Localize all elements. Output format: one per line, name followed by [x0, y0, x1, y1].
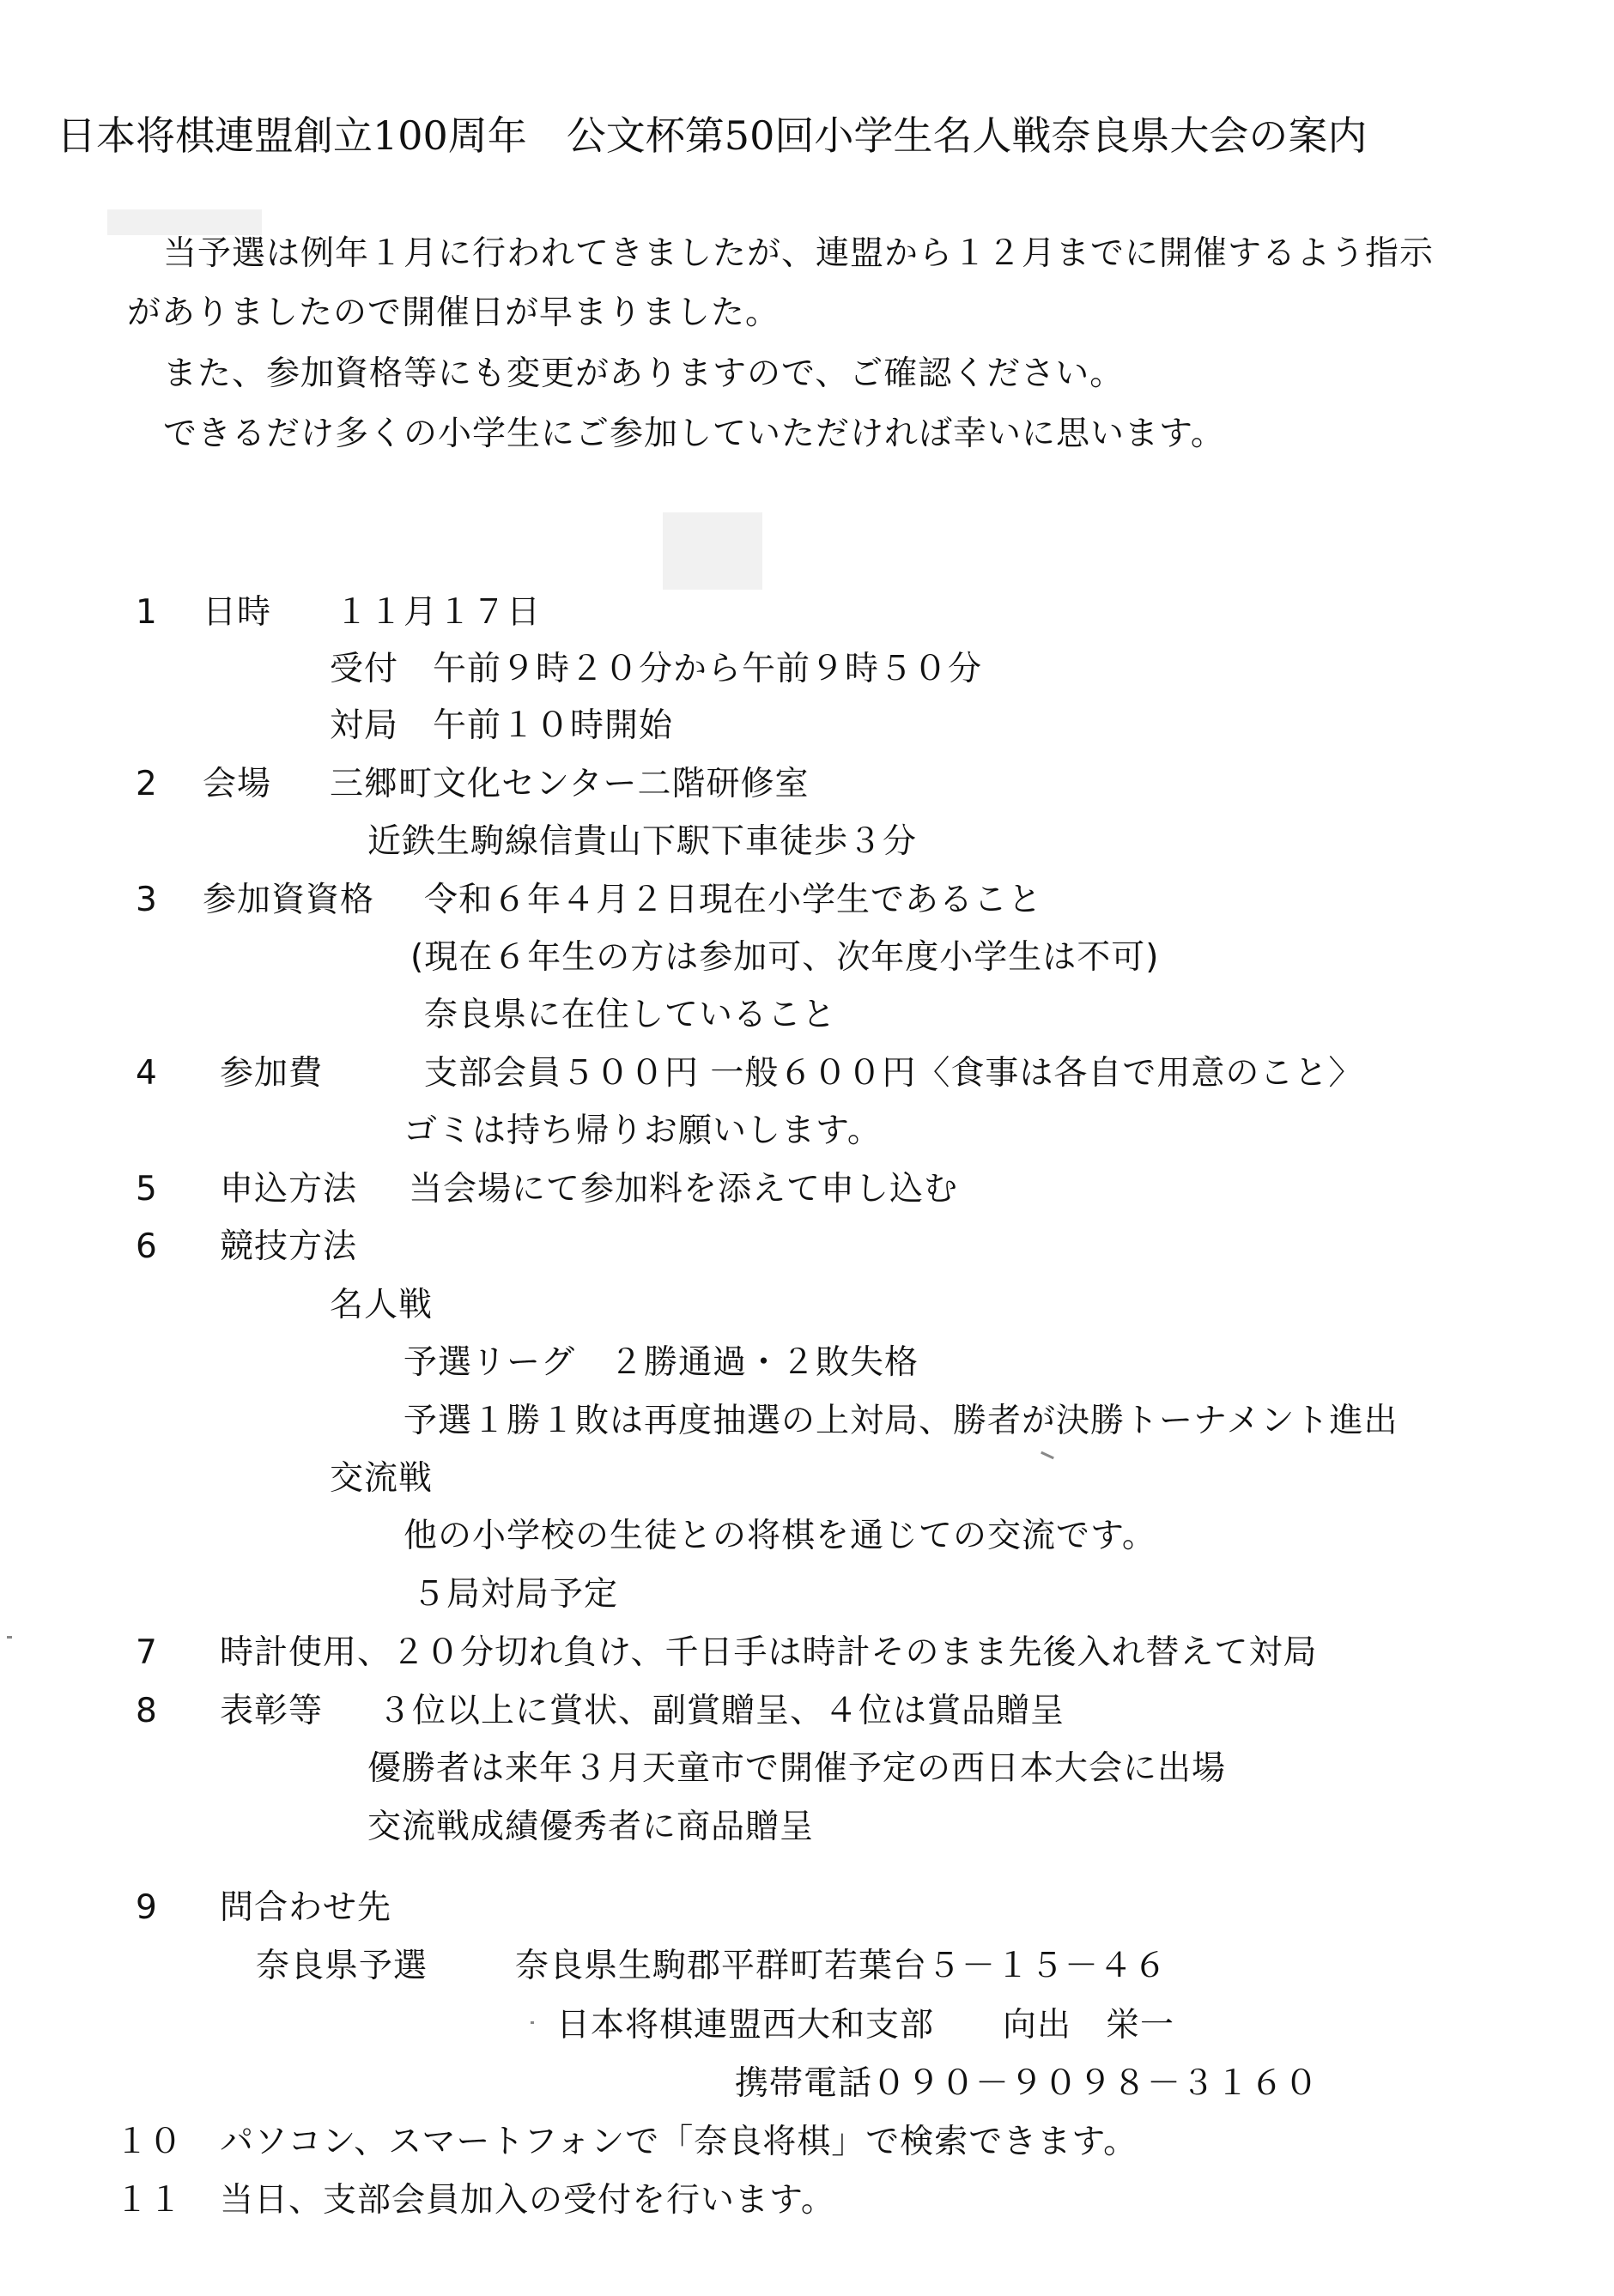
scan-speck: [1041, 1451, 1054, 1459]
item-label-eligibility: 参加資資格: [203, 881, 375, 919]
item-value-search: パソコン、スマートフォンで「奈良将棋」で検索できます。: [220, 2123, 1138, 2161]
item-line-rounds: ５局対局予定: [412, 1575, 619, 1614]
item-number: 9: [136, 1888, 157, 1927]
contact-organization: 日本将棋連盟西大和支部 向出 栄一: [556, 2006, 1175, 2045]
item-line-exchange-award: 交流戦成績優秀者に商品贈呈: [367, 1808, 815, 1846]
item-number: 6: [136, 1227, 157, 1266]
scan-speck: [7, 1636, 12, 1639]
item-number: 1: [136, 593, 157, 632]
item-value-application: 当会場にて参加料を添えて申し込む: [409, 1170, 959, 1209]
item-value-awards: ３位以上に賞状、副賞贈呈、４位は賞品贈呈: [378, 1692, 1065, 1730]
item-number: 8: [136, 1692, 157, 1730]
item-line-start: 対局 午前１０時開始: [330, 706, 674, 745]
item-label-application: 申込方法: [220, 1170, 358, 1209]
item-number: 4: [136, 1054, 157, 1093]
item-value-fee: 支部会員５００円 一般６００円〈食事は各自で用意のこと〉: [424, 1054, 1363, 1093]
page-title: 日本将棋連盟創立100周年 公文杯第50回小学生名人戦奈良県大会の案内: [57, 112, 1368, 159]
item-line-winner: 優勝者は来年３月天童市で開催予定の西日本大会に出場: [367, 1749, 1227, 1788]
intro-line: がありましたので開催日が早まりました。: [127, 294, 780, 332]
scan-artifact-box: [663, 512, 762, 590]
contact-sub-label: 奈良県予選: [256, 1947, 428, 1985]
intro-line: また、参加資格等にも変更がありますので、ご確認ください。: [163, 354, 1125, 393]
item-label-contact: 問合わせ先: [220, 1888, 392, 1927]
item-value-eligibility: 令和６年４月２日現在小学生であること: [424, 881, 1043, 919]
item-label-datetime: 日時: [203, 593, 272, 632]
item-line-residence: 奈良県に在住していること: [424, 996, 837, 1034]
item-value-venue: 三郷町文化センター二階研修室: [330, 765, 810, 803]
item-number: 2: [136, 765, 157, 803]
item-label-fee: 参加費: [220, 1054, 324, 1093]
item-line-trash: ゴミは持ち帰りお願いします。: [404, 1112, 882, 1150]
item-value-membership: 当日、支部会員加入の受付を行います。: [220, 2181, 835, 2220]
sub-heading-exchange: 交流戦: [330, 1459, 434, 1498]
item-line-tiebreak: 予選１勝１敗は再度抽選の上対局、勝者が決勝トーナメント進出: [404, 1402, 1399, 1440]
item-number: １１: [115, 2181, 183, 2220]
item-value-date: １１月１７日: [335, 593, 542, 632]
item-line-reception: 受付 午前９時２０分から午前９時５０分: [330, 650, 983, 688]
item-line-eligibility-note: (現在６年生の方は参加可、次年度小学生は不可): [410, 938, 1160, 977]
sub-heading-meijinsen: 名人戦: [330, 1286, 434, 1324]
item-number: １０: [115, 2123, 183, 2161]
scan-speck: [531, 2021, 534, 2024]
item-number: 7: [136, 1633, 157, 1672]
contact-phone: 携帯電話０９０－９０９８－３１６０: [735, 2064, 1320, 2103]
item-line-access: 近鉄生駒線信貴山下駅下車徒歩３分: [367, 822, 918, 861]
item-line-league: 予選リーグ ２勝通過・２敗失格: [404, 1343, 919, 1382]
intro-line: できるだけ多くの小学生にご参加していただければ幸いに思います。: [163, 415, 1225, 453]
item-label-venue: 会場: [203, 765, 272, 803]
item-value-clock: 時計使用、２０分切れ負け、千日手は時計そのまま先後入れ替えて対局: [220, 1633, 1318, 1672]
item-label-competition: 競技方法: [220, 1227, 358, 1266]
contact-address: 奈良県生駒郡平群町若葉台５－１５－４６: [515, 1947, 1168, 1985]
item-label-awards: 表彰等: [220, 1692, 324, 1730]
item-number: 3: [136, 881, 157, 919]
item-number: 5: [136, 1170, 157, 1209]
item-line-exchange: 他の小学校の生徒との将棋を通じての交流です。: [404, 1517, 1156, 1555]
intro-line: 当予選は例年１月に行われてきましたが、連盟から１２月までに開催するよう指示: [163, 234, 1435, 273]
